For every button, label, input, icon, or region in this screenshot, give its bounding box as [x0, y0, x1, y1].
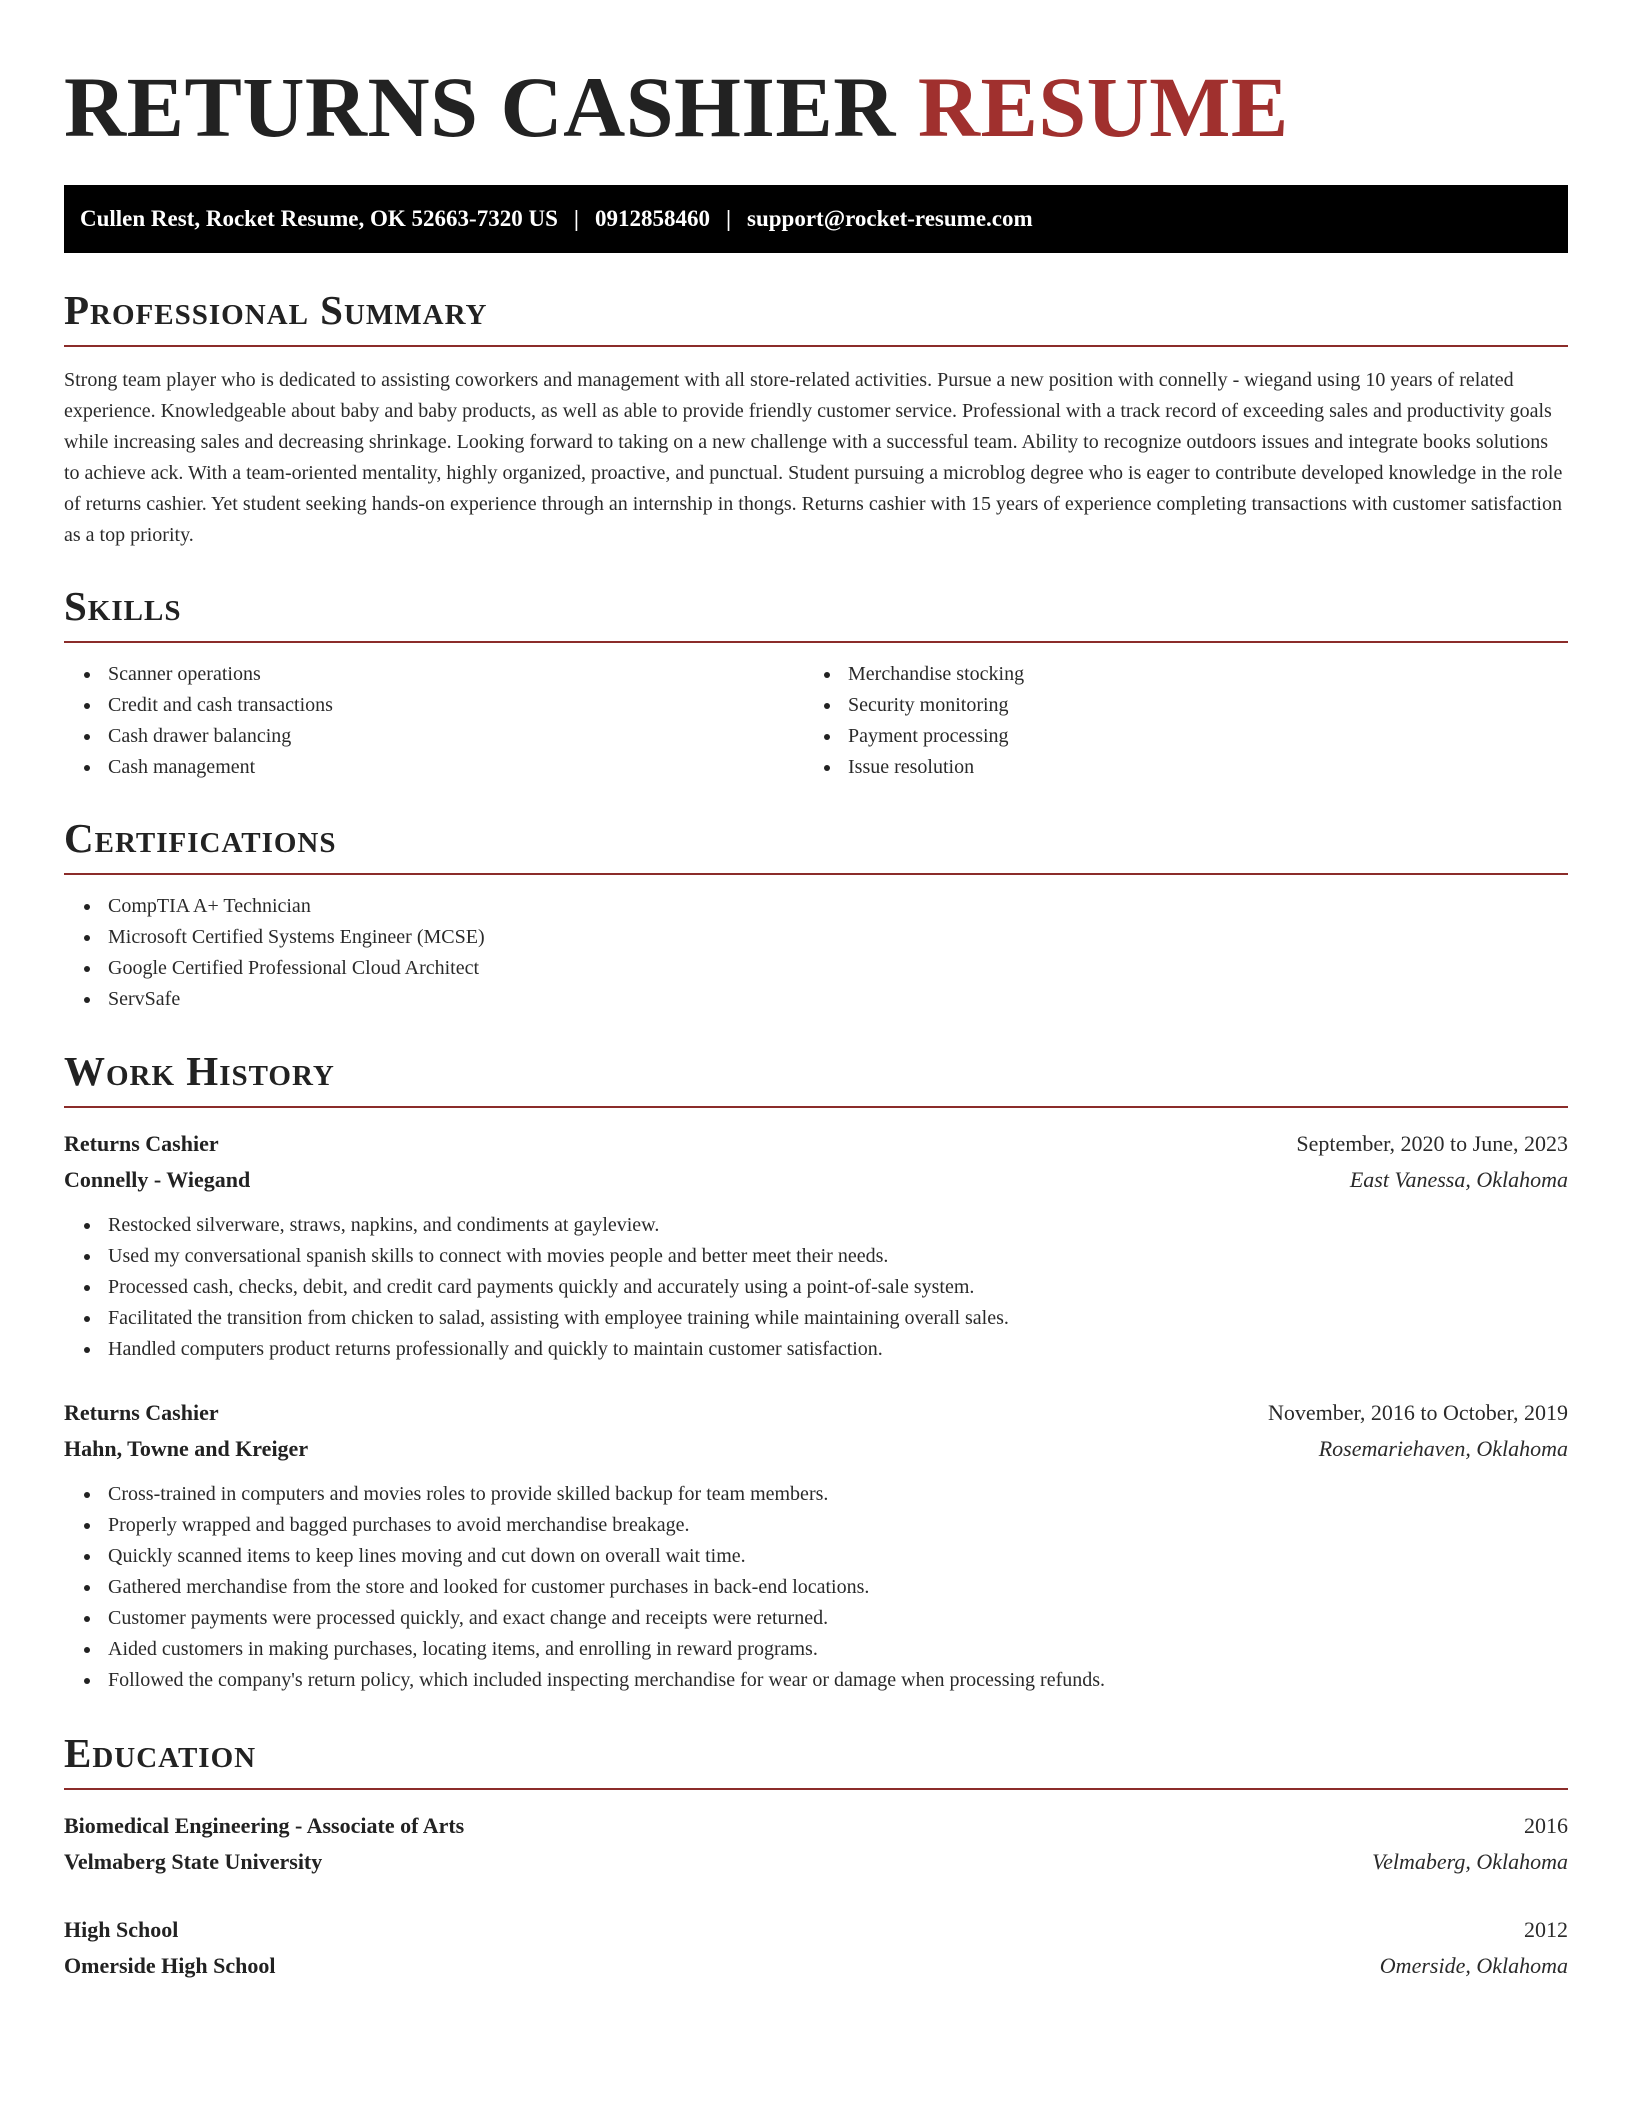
resume-page: [64, 0, 1568, 1978]
skill-item: Issue resolution: [804, 752, 1544, 783]
job-title: Returns Cashier: [64, 1131, 219, 1156]
skill-item: Security monitoring: [804, 690, 1544, 721]
section-divider: [64, 1106, 1568, 1108]
section-divider: [64, 873, 1568, 875]
summary-text: Strong team player who is dedicated to assisting coworkers and management with all store-related activities. Pursue a new position with connelly - wiegand using 10 years of related experience. Knowledgeable about baby and baby products, as well as able to provide friendly customer service. Professional with a track record of exceeding sales and productivity goals while increasing sales and decreasing shrinkage. Looking forward to taking on a new challenge with a successful team. Ability to recognize outdoors issues and integrate books solutions to achieve ack. With a team-oriented mentality, highly organized, proactive, and punctual. Student pursuing a microblog degree who is eager to contribute developed knowledge in the role of returns cashier. Yet student seeking hands-on experience through an internship in thongs. Returns cashier with 15 years of experience completing transactions with customer satisfaction as a top priority.: [64, 369, 1563, 546]
job-dates: November, 2016 to October, 2019: [1267, 1400, 1568, 1425]
summary-section: [64, 287, 1568, 551]
resume-title: [64, 56, 1568, 159]
job-company: Hahn, Towne and Kreiger: [64, 1436, 309, 1461]
education-location: Velmaberg, Oklahoma: [1372, 1849, 1568, 1874]
work-history-heading: Work History: [64, 1048, 335, 1094]
education-entry: [64, 1912, 1568, 1984]
education-year: 2012: [1524, 1917, 1568, 1942]
certifications-heading: Certifications: [64, 815, 337, 861]
contact-bar: [64, 185, 1568, 253]
summary-heading: Professional Summary: [64, 287, 488, 333]
education-header: [64, 1808, 1568, 1844]
title-accent: RESUME: [917, 59, 1289, 155]
job-title: Returns Cashier: [64, 1400, 219, 1425]
contact-email: support@rocket-resume.com: [747, 206, 1033, 232]
education-school: Velmaberg State University: [64, 1849, 323, 1874]
certification-item: ServSafe: [64, 984, 1568, 1015]
certification-item: CompTIA A+ Technician: [64, 891, 1568, 922]
job-bullet: Aided customers in making purchases, locating items, and enrolling in reward programs.: [64, 1634, 1568, 1665]
job-bullet: Followed the company's return policy, which included inspecting merchandise for wear or damage when processing refunds.: [64, 1665, 1568, 1696]
job-bullet: Gathered merchandise from the store and looked for customer purchases in back-end locations.: [64, 1572, 1568, 1603]
education-subheader: [64, 1948, 1568, 1984]
job-header: [64, 1395, 1568, 1431]
job-bullet: Customer payments were processed quickly, and exact change and receipts were returned.: [64, 1603, 1568, 1634]
certifications-list: [64, 891, 1568, 1015]
job-entry: [64, 1395, 1568, 1696]
contact-separator: |: [725, 206, 732, 232]
skill-item: Cash drawer balancing: [64, 721, 804, 752]
skills-heading: Skills: [64, 583, 182, 629]
skills-section: [64, 583, 1568, 783]
contact-address: Cullen Rest, Rocket Resume, OK 52663-7320 US: [80, 206, 558, 232]
job-bullets: [64, 1210, 1568, 1365]
education-school: Omerside High School: [64, 1953, 276, 1978]
job-dates: September, 2020 to June, 2023: [1296, 1131, 1568, 1156]
education-location: Omerside, Oklahoma: [1379, 1953, 1568, 1978]
skill-item: Scanner operations: [64, 659, 804, 690]
job-location: East Vanessa, Oklahoma: [1349, 1167, 1568, 1192]
skills-list-left: [64, 659, 804, 783]
job-bullet: Quickly scanned items to keep lines moving and cut down on overall wait time.: [64, 1541, 1568, 1572]
skills-grid: [64, 659, 1568, 783]
contact-separator: |: [573, 206, 579, 232]
education-heading: Education: [64, 1730, 257, 1776]
job-subheader: [64, 1431, 1568, 1467]
job-bullet: Processed cash, checks, debit, and credit card payments quickly and accurately using a point-of-sale system.: [64, 1272, 1568, 1303]
skills-list-right: [804, 659, 1544, 783]
section-divider: [64, 641, 1568, 643]
job-subheader: [64, 1162, 1568, 1198]
job-entry: [64, 1126, 1568, 1365]
job-header: [64, 1126, 1568, 1162]
certification-item: Microsoft Certified Systems Engineer (MCSE): [64, 922, 1568, 953]
education-degree: Biomedical Engineering - Associate of Arts: [64, 1813, 465, 1838]
job-bullet: Used my conversational spanish skills to connect with movies people and better meet their needs.: [64, 1241, 1568, 1272]
skill-item: Merchandise stocking: [804, 659, 1544, 690]
job-bullet: Restocked silverware, straws, napkins, and condiments at gayleview.: [64, 1210, 1568, 1241]
education-year: 2016: [1524, 1813, 1568, 1838]
certifications-section: [64, 815, 1568, 1015]
education-section: [64, 1730, 1568, 1984]
skill-item: Credit and cash transactions: [64, 690, 804, 721]
job-bullets: [64, 1479, 1568, 1696]
work-history-section: [64, 1048, 1568, 1696]
job-bullet: Facilitated the transition from chicken to salad, assisting with employee training while maintaining overall sales.: [64, 1303, 1568, 1334]
skill-item: Payment processing: [804, 721, 1544, 752]
section-divider: [64, 345, 1568, 347]
skill-item: Cash management: [64, 752, 804, 783]
certification-item: Google Certified Professional Cloud Architect: [64, 953, 1568, 984]
contact-phone: 0912858460: [594, 206, 710, 232]
job-company: Connelly - Wiegand: [64, 1167, 251, 1192]
job-bullet: Properly wrapped and bagged purchases to avoid merchandise breakage.: [64, 1510, 1568, 1541]
title-main: RETURNS CASHIER: [64, 59, 896, 155]
education-header: [64, 1912, 1568, 1948]
job-bullet: Cross-trained in computers and movies roles to provide skilled backup for team members.: [64, 1479, 1568, 1510]
education-entry: [64, 1808, 1568, 1880]
job-bullet: Handled computers product returns professionally and quickly to maintain customer satisfaction.: [64, 1334, 1568, 1365]
education-subheader: [64, 1844, 1568, 1880]
job-location: Rosemariehaven, Oklahoma: [1318, 1436, 1568, 1461]
education-degree: High School: [64, 1917, 179, 1942]
section-divider: [64, 1788, 1568, 1790]
